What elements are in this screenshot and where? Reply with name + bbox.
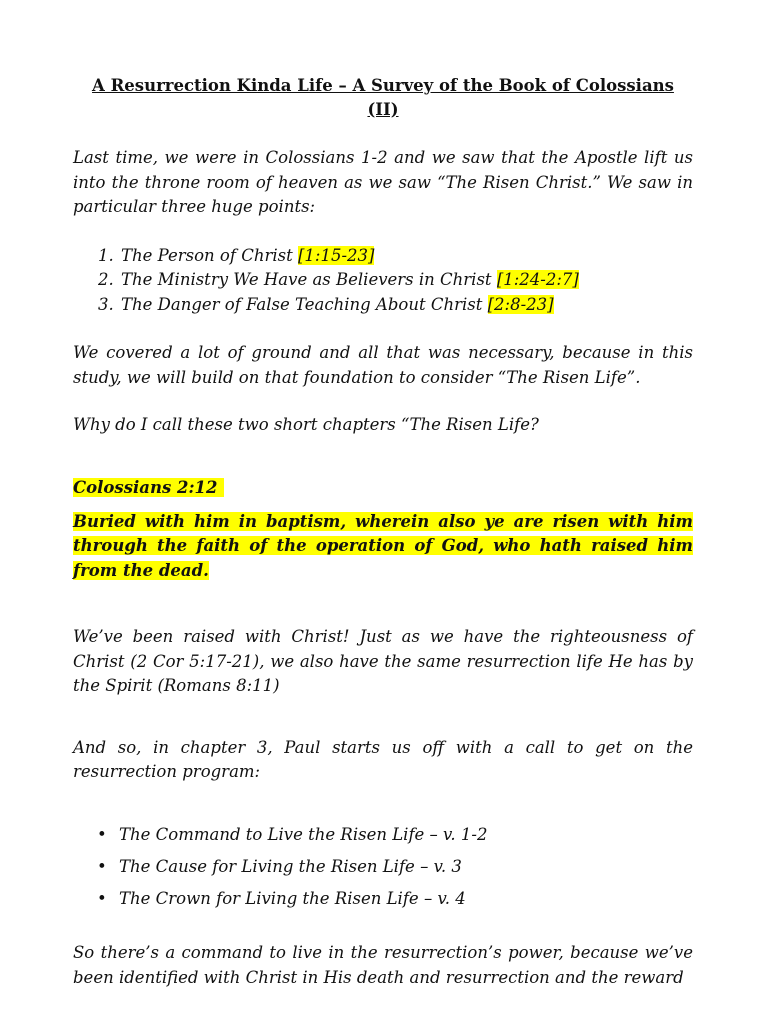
raised-paragraph: We’ve been raised with Christ! Just as we have the righteousness of Christ (2 Cor 5:17-21), we also have the same resurrection life He has by the Spirit (Romans 8:11) xyxy=(73,627,693,695)
document-title xyxy=(73,74,693,122)
title-line-1: A Resurrection Kinda Life – A Survey of the Book of Colossians xyxy=(92,76,674,95)
list-item: • The Command to Live the Risen Life – v. 1-2 xyxy=(119,823,693,848)
points-list xyxy=(73,244,693,318)
title-line-2: (II) xyxy=(367,100,399,119)
list-item: • The Cause for Living the Risen Life – v. 3 xyxy=(119,855,693,880)
question-paragraph: Why do I call these two short chapters “The Risen Life? xyxy=(73,415,539,434)
chapter3-paragraph: And so, in chapter 3, Paul starts us off with a call to get on the resurrection program: xyxy=(73,737,693,781)
scripture-ref: [1:15-23] xyxy=(297,245,375,265)
closing-paragraph: So there’s a command to live in the resurrection’s power, because we’ve been identified with Christ in His death and resurrection and the reward xyxy=(73,943,693,987)
document-page xyxy=(73,74,693,990)
scripture-ref: [2:8-23] xyxy=(487,294,554,314)
list-item xyxy=(119,293,693,318)
point-text: The Person of Christ xyxy=(121,245,298,265)
list-item xyxy=(119,268,693,293)
list-item xyxy=(119,244,693,269)
bullets-list xyxy=(73,823,693,912)
list-item: • The Crown for Living the Risen Life – v. 4 xyxy=(119,887,693,912)
scripture-ref: [1:24-2:7] xyxy=(496,270,579,289)
verse-reference xyxy=(73,476,693,500)
verse-quote xyxy=(73,510,693,584)
verse-reference-text: Colossians 2:12 xyxy=(73,478,224,497)
point-text: The Danger of False Teaching About Christ xyxy=(121,294,488,314)
point-text: The Ministry We Have as Believers in Christ xyxy=(121,270,497,289)
verse-quote-text: Buried with him in baptism, wherein also ye are risen with him through the faith of the operation of God, who hath raised him from the dead. xyxy=(73,511,693,580)
intro-paragraph: Last time, we were in Colossians 1-2 and we saw that the Apostle lift us into the throne room of heaven as we saw “The Risen Christ.” We saw in particular three huge points: xyxy=(73,148,693,216)
covered-paragraph: We covered a lot of ground and all that was necessary, because in this study, we will build on that foundation to consider “The Risen Life”. xyxy=(73,343,693,387)
